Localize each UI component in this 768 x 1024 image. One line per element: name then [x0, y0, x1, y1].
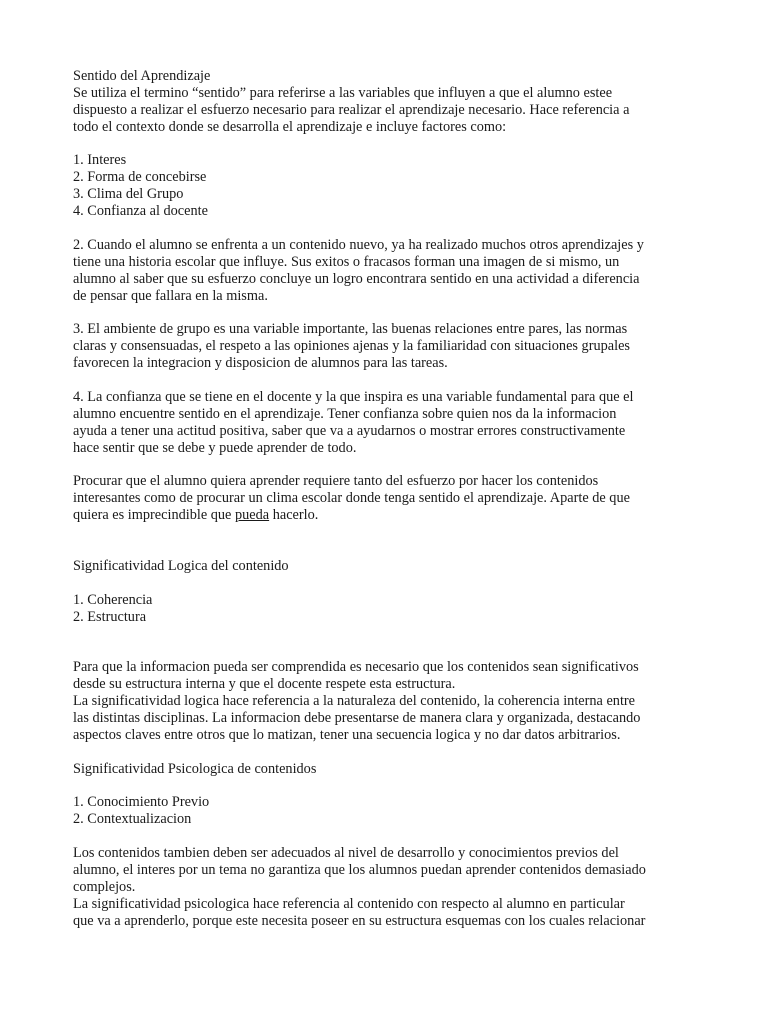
document-page: [73, 68, 703, 929]
paragraph-line: alumno encuentre sentido en el aprendizaje. Tener confianza sobre quien nos da la informacion: [73, 405, 617, 422]
paragraph-line: ayuda a tener una actitud positiva, saber que va a ayudarnos o mostrar errores constructivamente: [73, 422, 626, 439]
paragraph-line: alumno al saber que su esfuerzo concluye un logro encontrara sentido en una actividad a diferencia: [73, 270, 640, 287]
paragraph-line: favorecen la integracion y disposicion de alumnos para las tareas.: [73, 355, 448, 372]
list-item: 1. Interes: [73, 152, 127, 169]
paragraph-line: Se utiliza el termino “sentido” para referirse a las variables que influyen a que el alumno estee: [73, 84, 613, 101]
list-item: 4. Confianza al docente: [73, 203, 208, 220]
list-item: 2. Estructura: [73, 608, 147, 625]
paragraph-line: Para que la informacion pueda ser comprendida es necesario que los contenidos sean significativos: [73, 659, 639, 676]
paragraph-line: de pensar que fallara en la misma.: [73, 287, 268, 304]
list-item: 3. Clima del Grupo: [73, 186, 184, 203]
text-segment: hacerlo.: [269, 507, 319, 524]
paragraph-line: desde su estructura interna y que el docente respete esta estructura.: [73, 676, 456, 693]
list-item: 1. Coherencia: [73, 591, 153, 608]
paragraph-line: todo el contexto donde se desarrolla el aprendizaje e incluye factores como:: [73, 118, 507, 135]
paragraph-line: La significatividad psicologica hace referencia al contenido con respecto al alumno en particular: [73, 895, 625, 912]
section-title-sentido: Sentido del Aprendizaje: [73, 68, 211, 84]
paragraph-line: aspectos claves entre otros que lo matizan, tener una secuencia logica y no dar datos arbitrarios.: [73, 726, 621, 743]
paragraph-line: claras y consensuadas, el respeto a las opiniones ajenas y la familiaridad con situaciones grupales: [73, 338, 630, 355]
paragraph-line: Los contenidos tambien deben ser adecuados al nivel de desarrollo y conocimientos previos del: [73, 845, 619, 861]
paragraph-line: Procurar que el alumno quiera aprender requiere tanto del esfuerzo por hacer los contenidos: [73, 473, 599, 490]
list-item: 1. Conocimiento Previo: [73, 794, 210, 811]
paragraph-line: dispuesto a realizar el esfuerzo necesario para realizar el aprendizaje necesario. Hace referencia a: [73, 101, 630, 118]
paragraph-line: 4. La confianza que se tiene en el docente y la que inspira es una variable fundamental para que el: [73, 388, 634, 405]
paragraph-line: 2. Cuando el alumno se enfrenta a un contenido nuevo, ya ha realizado muchos otros aprendizajes y: [73, 236, 644, 253]
paragraph-line: 3. El ambiente de grupo es una variable importante, las buenas relaciones entre pares, las normas: [73, 321, 628, 338]
paragraph-line: La significatividad logica hace referencia a la naturaleza del contenido, la coherencia interna entre: [73, 692, 636, 709]
paragraph-line-last: [73, 507, 703, 524]
section-title-psicologica: Significatividad Psicologica de contenidos: [73, 760, 317, 777]
list-item: 2. Forma de concebirse: [73, 169, 207, 186]
paragraph-line: hace sentir que se debe y puede aprender de todo.: [73, 439, 357, 456]
paragraph-line: complejos.: [73, 878, 136, 895]
paragraph-line: tiene una historia escolar que influye. Sus exitos o fracasos forman una imagen de si mismo, un: [73, 253, 620, 270]
underlined-word: pueda: [234, 507, 270, 524]
list-item: 2. Contextualizacion: [73, 811, 192, 828]
text-segment: quiera es imprecindible que: [73, 507, 235, 524]
paragraph-line: interesantes como de procurar un clima escolar donde tenga sentido el aprendizaje. Aparte de que: [73, 490, 630, 507]
paragraph-line: alumno, el interes por un tema no garantiza que los alumnos puedan aprender contenidos demasiado: [73, 861, 646, 878]
section-title-logica: Significatividad Logica del contenido: [73, 557, 289, 574]
paragraph-line: que va a aprenderlo, porque este necesita poseer en su estructura esquemas con los cuales relacionar: [73, 912, 646, 929]
paragraph-line: las distintas disciplinas. La informacion debe presentarse de manera clara y organizada, destacando: [73, 709, 641, 726]
